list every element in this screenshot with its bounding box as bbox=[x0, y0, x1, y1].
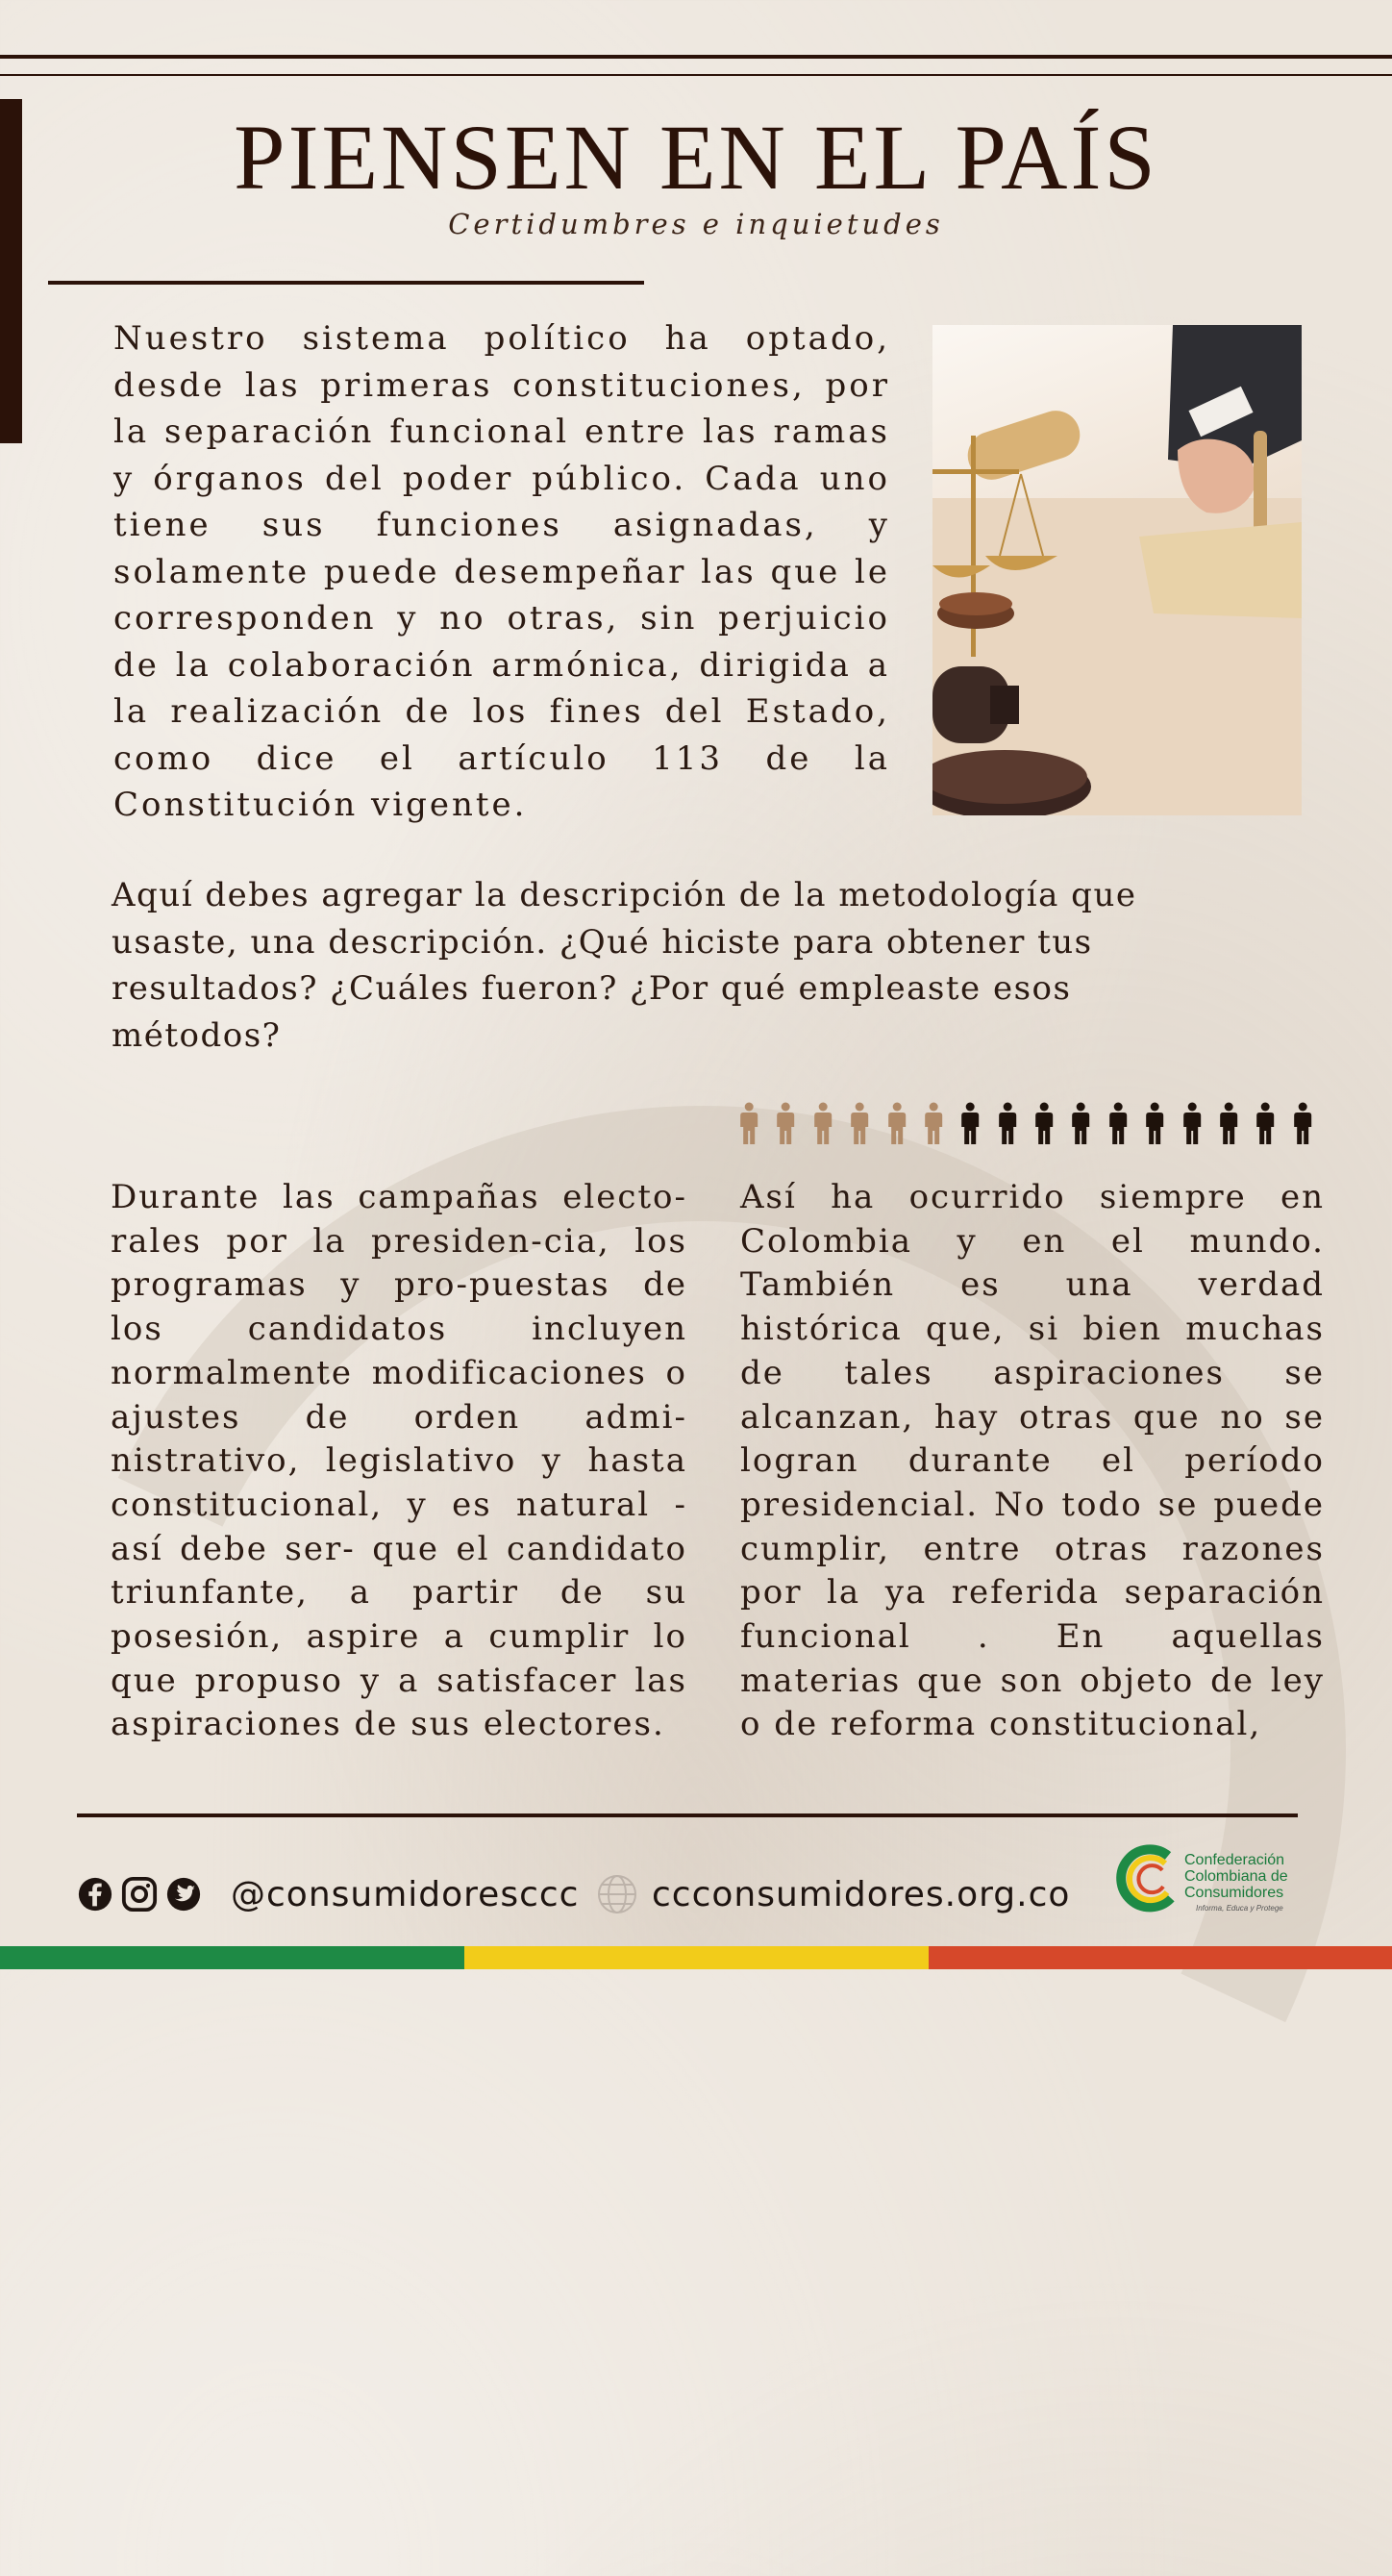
left-column-paragraph: Durante las campañas electo-rales por la presiden-cia, los programas y pro-puestas de los candidatos incluyen normalmente modificaciones o ajustes de orden admi-nistrativo, legislativo y hasta constitucional, y es natural -así debe ser- que el candidato triunfante, a partir de su posesión, aspire a cumplir lo que propuso y a satisfacer las aspiraciones de sus electores. bbox=[111, 1178, 687, 1744]
ccc-logo bbox=[1115, 1838, 1307, 1915]
instagram-icon[interactable] bbox=[121, 1876, 158, 1913]
stripe-green bbox=[0, 1946, 464, 1969]
social-bar bbox=[77, 1865, 579, 1923]
logo-text: Confederación Colombiana de Consumidores bbox=[1184, 1852, 1288, 1901]
person-icon bbox=[1213, 1102, 1244, 1146]
title-underline bbox=[48, 281, 644, 285]
justice-scale-gavel-photo-icon bbox=[932, 325, 1302, 815]
top-rule-thick bbox=[0, 55, 1392, 59]
people-pictogram bbox=[733, 1102, 1318, 1146]
person-icon bbox=[1250, 1102, 1280, 1146]
person-icon bbox=[733, 1102, 764, 1146]
logo-tagline: Informa, Educa y Protege bbox=[1196, 1904, 1283, 1913]
person-icon bbox=[918, 1102, 949, 1146]
stripe-red bbox=[929, 1946, 1392, 1969]
top-rule-thin bbox=[0, 74, 1392, 76]
social-handle[interactable]: @consumidoresccc bbox=[231, 1874, 580, 1914]
website-bar bbox=[596, 1865, 1070, 1923]
background-swoosh bbox=[0, 924, 1392, 2575]
ccc-logo-icon bbox=[1115, 1838, 1182, 1915]
page-subtitle: Certidumbres e inquietudes bbox=[448, 208, 944, 240]
person-icon bbox=[1287, 1102, 1318, 1146]
person-icon bbox=[882, 1102, 912, 1146]
person-icon bbox=[1139, 1102, 1170, 1146]
person-icon bbox=[808, 1102, 838, 1146]
footer-rule bbox=[77, 1813, 1298, 1817]
person-icon bbox=[992, 1102, 1023, 1146]
person-icon bbox=[844, 1102, 875, 1146]
person-icon bbox=[955, 1102, 985, 1146]
facebook-icon[interactable] bbox=[77, 1876, 113, 1913]
methodology-paragraph: Aquí debes agregar la descripción de la metodología que usaste, una descripción. ¿Qué hiciste para obtener tus resultados? ¿Cuáles fueron? ¿Por qué empleaste esos métodos? bbox=[112, 876, 1137, 1055]
globe-icon bbox=[596, 1873, 638, 1915]
person-icon bbox=[1103, 1102, 1133, 1146]
person-icon bbox=[1177, 1102, 1207, 1146]
twitter-icon[interactable] bbox=[165, 1876, 202, 1913]
stripe-yellow bbox=[464, 1946, 929, 1969]
intro-paragraph: Nuestro sistema político ha optado, desde las primeras constituciones, por la separación funcional entre las ramas y órganos del poder público. Cada uno tiene sus funciones asignadas, y solamente puede desempeñar las que le corresponden y no otras, sin perjuicio de la colaboración armónica, dirigida a la realización de los fines del Estado, como dice el artículo 113 de la Constitución vigente. bbox=[113, 319, 890, 824]
page-title: PIENSEN EN EL PAÍS bbox=[234, 106, 1158, 209]
right-column-paragraph: Así ha ocurrido siempre en Colombia y en el mundo. También es una verdad histórica que, si bien muchas de tales aspiraciones se alcanzan, hay otras que no se logran durante el período presidencial. No todo se puede cumplir, entre otras razones por la ya referida separación funcional . En aquellas materias que son objeto de ley o de reforma constitucional, bbox=[740, 1178, 1325, 1744]
website-link[interactable]: ccconsumidores.org.co bbox=[652, 1874, 1071, 1914]
person-icon bbox=[770, 1102, 801, 1146]
person-icon bbox=[1065, 1102, 1096, 1146]
person-icon bbox=[1029, 1102, 1059, 1146]
